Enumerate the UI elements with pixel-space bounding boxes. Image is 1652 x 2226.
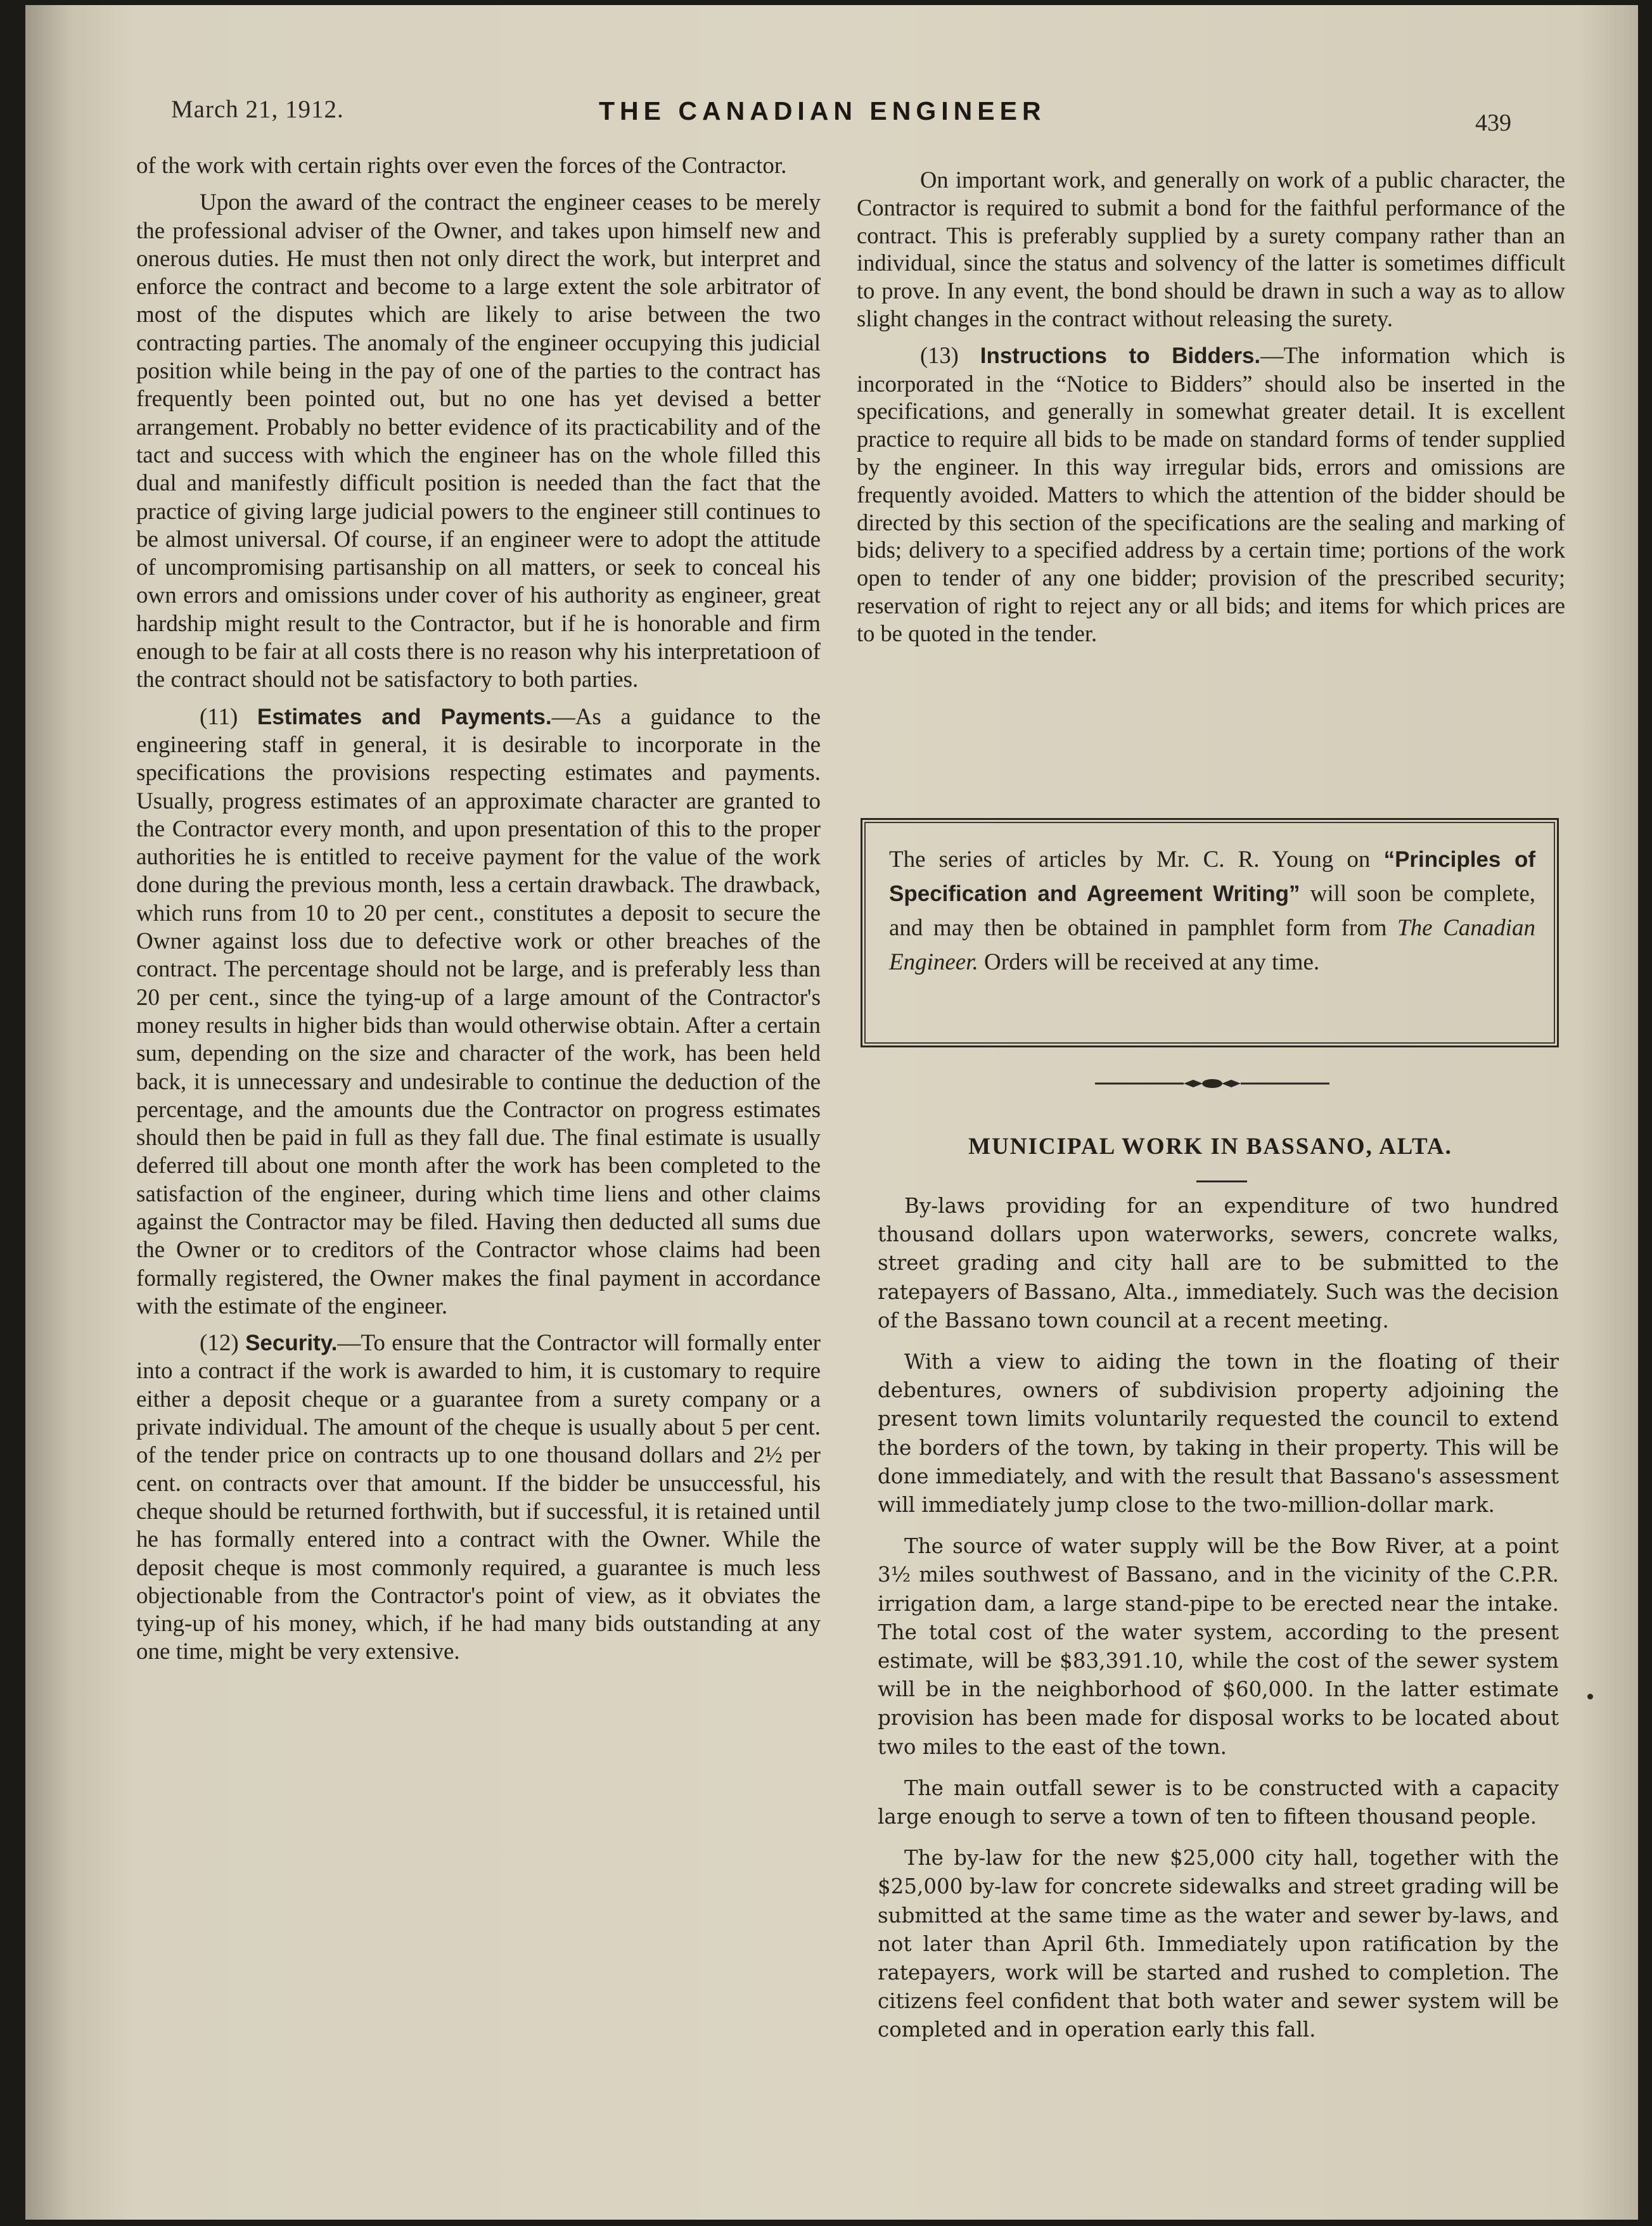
journal-page — [25, 5, 1638, 2220]
right-column — [857, 166, 1565, 656]
series-title: “Principles of Specification and Agreement Writing” — [889, 847, 1535, 906]
article-title: MUNICIPAL WORK IN BASSANO, ALTA. — [968, 1134, 1452, 1160]
section-body: —To ensure that the Contractor will formally enter into a contract if the work is awarded to him, it is customary to require either a deposit cheque or a guarantee from a surety company or a private individual. The amount of the cheque is usually about 5 per cent. of the tender price on contracts up to one thousand dollars and 2½ per cent. on contracts over that amount. If the bidder be unsuccessful, his cheque should be returned forthwith, but if successful, it is retained until he has formally entered into a contract with the Owner. While the deposit cheque is most commonly required, a guarantee is much less objectionable from the Contractor's point of view, as it obviates the tying-up of his money, which, if he had many bids outstanding at any one time, might be very extensive. — [136, 1330, 821, 1665]
section-heading: Instructions to Bidders. — [980, 343, 1261, 368]
paragraph: The by-law for the new $25,000 city hall, together with the $25,000 by-law for concrete sidewalks and street grading will be submitted at the same time as the water and sewer by-laws, and not later than April 6th. Immediately upon ratification by the ratepayers, work will be started and rushed to completion. The citizens feel confident that both water and sewer system will be completed and in operation early this fall. — [878, 1846, 1559, 2042]
page-date: March 21, 1912. — [171, 96, 344, 123]
ornament-divider-icon — [1095, 1076, 1329, 1091]
paragraph: of the work with certain rights over even the forces of the Contractor. — [136, 153, 787, 179]
section-security — [136, 1329, 821, 1666]
section-number: (13) — [920, 342, 959, 368]
title-rule — [1196, 1180, 1247, 1182]
paragraph: On important work, and generally on work of a public character, the Contractor is required to submit a bond for the faithful performance of the contract. This is preferably supplied by a surety company rather than an individual, since the status and solvency of the latter is sometimes difficult to prove. In any event, the bond should be drawn in such a way as to allow slight changes in the contract without releasing the surety. — [857, 167, 1565, 331]
notice-text-part: The series of articles by Mr. C. R. Young on — [889, 847, 1384, 873]
paragraph: The source of water supply will be the Bow River, at a point 3½ miles southwest of Bassano, and in the vicinity of the C.P.R. irrigation dam, a large stand-pipe to be erected near the intake. The total cost of the water system, according to the present estimate, will be $83,391.10, while the cost of the sewer system will be in the neighborhood of $60,000. In the latter estimate provision has been made for disposal works to be located about two miles to the east of the town. — [878, 1534, 1559, 1759]
paragraph: By-laws providing for an expenditure of two hundred thousand dollars upon waterworks, sewers, concrete walks, street grading and city hall are to be submitted to the ratepayers of Bassano, Alta., immediately. Such was the decision of the Bassano town council at a recent meeting. — [878, 1194, 1559, 1333]
print-speck — [1587, 1694, 1593, 1699]
section-body: —As a guidance to the engineering staff in general, it is desirable to incorporate in the specifications the provisions respecting estimates and payments. Usually, progress estimates of an approximate character are granted to the Contractor every month, and upon presentation of this to the proper authorities he is entitled to receive payment for the value of the work done during the previous month, less a certain drawback. The drawback, which runs from 10 to 20 per cent., constitutes a deposit to secure the Owner against loss due to defective work or other breaches of the contract. The percentage should not be large, and is preferably less than 20 per cent., since the tying-up of a large amount of the Contractor's money results in higher bids than would otherwise obtain. After a certain sum, depending on the size and character of the work, has been held back, it is unnecessary and undesirable to continue the deduction of the percentage, and the amounts due the Contractor on progress estimates should then be paid in full as they fall due. The final estimate is usually deferred till about one month after the work has been completed to the satisfaction of the engineer, during which time liens and other claims against the Contractor may be filed. Having then deducted all sums due the Owner or to creditors of the Contractor whose claims had been formally registered, the Owner makes the final payment in accordance with the estimate of the engineer. — [136, 703, 821, 1319]
municipal-article-body — [878, 1192, 1559, 2057]
section-instructions-to-bidders — [857, 342, 1565, 648]
notice-text — [889, 843, 1535, 980]
notice-box — [861, 818, 1559, 1047]
notice-text-part: Orders will be received at any time. — [978, 949, 1320, 975]
journal-title: THE CANADIAN ENGINEER — [599, 96, 1046, 125]
section-number: (12) — [200, 1330, 239, 1357]
section-estimates-and-payments — [136, 703, 821, 1321]
notice-text-part: will soon be complete, and may then be obtained in pamphlet form from — [889, 881, 1535, 941]
section-heading: Security. — [245, 1331, 338, 1356]
paragraph: With a view to aiding the town in the floating of their debentures, owners of subdivision property adjoining the present town limits voluntarily requested the council to extend the borders of the town, by taking in their property. This will be done immediately, and with the result that Bassano's assessment will immediately jump close to the two-million-dollar mark. — [878, 1350, 1559, 1518]
left-column — [136, 152, 821, 1675]
page-number: 439 — [1475, 110, 1511, 136]
publication-name: The Canadian Engineer. — [889, 915, 1535, 975]
section-body: —The information which is incorporated in the “Notice to Bidders” should also be inserted in the specifications, and generally in somewhat greater detail. It is excellent practice to require all bids to be made on standard forms of tender supplied by the engineer. In this way irregular bids, errors and omissions are frequently avoided. Matters to which the attention of the bidder should be directed by this section of the specifications are the sealing and marking of bids; delivery to a specified address by a certain time; portions of the work open to tender of any one bidder; provision of the prescribed security; reservation of right to reject any or all bids; and items for which prices are to be quoted in the tender. — [857, 342, 1566, 646]
section-number: (11) — [200, 703, 238, 730]
paragraph: Upon the award of the contract the engineer ceases to be merely the professional adviser of the Owner, and takes upon himself new and onerous duties. He must then not only direct the work, but interpret and enforce the contract and become to a large extent the sole arbitrator of most of the disputes which are likely to arise between the two contracting parties. The anomaly of the engineer occupying this judicial position while being in the pay of one of the parties to the contract has frequently been pointed out, but no one has yet devised a better arrangement. Probably no better evidence of its practicability and of the tact and success with which the engineer has on the whole filled this dual and manifestly difficult position is needed than the fact that the practice of giving large judicial powers to the engineer still continues to be almost universal. Of course, if an engineer were to adopt the attitude of uncompromising partisanship on all matters, or seek to conceal his own errors and omissions under cover of his authority as engineer, great hardship might result to the Contractor, but if he is honorable and firm enough to be fair at all costs there is no reason why his interpretatioon of the contract should not be satisfactory to both parties. — [136, 189, 821, 693]
paragraph: The main outfall sewer is to be constructed with a capacity large enough to serve a town of ten to fifteen thousand people. — [878, 1775, 1559, 1829]
section-heading: Estimates and Payments. — [257, 704, 552, 729]
